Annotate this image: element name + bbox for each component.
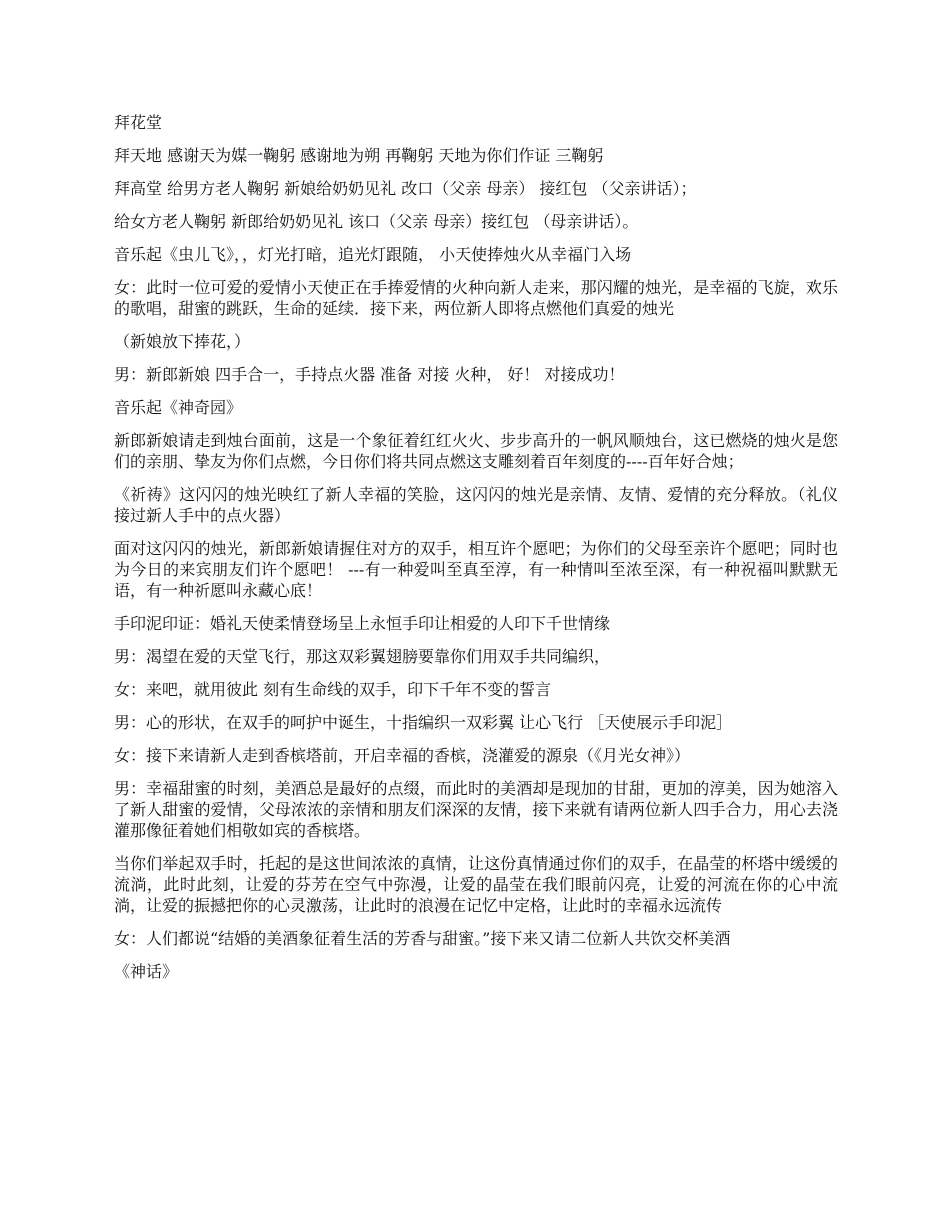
- paragraph-champagne-tower: 当你们举起双手时，托起的是这世间浓浓的真情，让这份真情通过你们的双手，在晶莹的杯塔中缓缓的流淌，此时此刻，让爱的芬芳在空气中弥漫，让爱的晶莹在我们眼前闪亮，让爱的河流在你的心中流淌，让爱的振撼把你的心灵激荡，让此时的浪漫在记忆中定格，让此时的幸福永远流传: [114, 854, 838, 915]
- paragraph-male-host-3: 男：心的形状，在双手的呵护中诞生，十指编织一双彩翼 让心飞行 ［天使展示手印泥］: [114, 713, 733, 732]
- paragraph-bow-bride-parents: 给女方老人鞠躬 新郎给奶奶见礼 该口（父亲 母亲）接红包 （母亲讲话）。: [114, 212, 639, 231]
- paragraph-music-cue-3: 《神话》: [114, 962, 179, 981]
- paragraph-male-host-1: 男：新郎新娘 四手合一，手持点火器 准备 对接 火种， 好！ 对接成功！: [114, 365, 625, 384]
- paragraph-prayer: 《祈祷》这闪闪的烛光映红了新人幸福的笑脸，这闪闪的烛光是亲情、友情、爱情的充分释放。（礼仪接过新人手中的点火器）: [114, 485, 838, 525]
- paragraph-stage-direction-1: （新娘放下捧花，）: [114, 332, 251, 351]
- paragraph-bow-groom-parents: 拜高堂 给男方老人鞠躬 新娘给奶奶见礼 改口（父亲 母亲） 接红包 （父亲讲话）；: [114, 179, 697, 198]
- section-heading: 拜花堂: [114, 113, 163, 132]
- paragraph-music-cue-1: 音乐起《虫儿飞》，，灯光打暗，追光灯跟随， 小天使捧烛火从幸福门入场: [114, 245, 632, 264]
- paragraph-make-a-wish: 面对这闪闪的烛光，新郎新娘请握住对方的双手，相互许个愿吧；为你们的父母至亲许个愿吧；同时也为今日的来宾朋友们许个愿吧！ ---有一种爱叫至真至淳，有一种情叫至浓至深，有一种祝福叫默默无语，有一种祈愿叫永藏心底！: [114, 539, 838, 600]
- paragraph-candle-stand: 新郎新娘请走到烛台面前，这是一个象征着红红火火、步步高升的一帆风顺烛台，这已燃烧的烛火是您们的亲朋、挚友为你们点燃，今日你们将共同点燃这支雕刻着百年刻度的----百年好合烛；: [114, 431, 838, 471]
- paragraph-music-cue-2: 音乐起《神奇园》: [114, 398, 243, 417]
- paragraph-bow-heaven-earth: 拜天地 感谢天为媒一鞠躬 感谢地为朔 再鞠躬 天地为你们作证 三鞠躬: [114, 146, 604, 165]
- paragraph-male-host-4: 男：幸福甜蜜的时刻，美酒总是最好的点缀，而此时的美酒却是现加的甘甜，更加的淳美，因为她溶入了新人甜蜜的爱情，父母浓浓的亲情和朋友们深深的友情，接下来就有请两位新人四手合力，用心去浇灌那像征着她们相敬如宾的香槟塔。: [114, 779, 838, 840]
- paragraph-female-host-1: 女：此时一位可爱的爱情小天使正在手捧爱情的火种向新人走来，那闪耀的烛光，是幸福的飞旋，欢乐的歌唱，甜蜜的跳跃，生命的延续．接下来，两位新人即将点燃他们真爱的烛光: [114, 278, 838, 318]
- paragraph-female-host-3: 女：接下来请新人走到香槟塔前，开启幸福的香槟，浇灌爱的源泉（《月光女神》）: [114, 746, 691, 765]
- paragraph-male-host-2: 男：渴望在爱的天堂飞行，那这双彩翼翅膀要靠你们用双手共同编织，: [114, 647, 611, 666]
- paragraph-female-host-2: 女：来吧，就用彼此 刻有生命线的双手，印下千年不变的誓言: [114, 680, 552, 699]
- paragraph-female-host-4: 女：人们都说“结婚的美酒象征着生活的芳香与甜蜜。”接下来又请二位新人共饮交杯美酒: [114, 929, 731, 948]
- paragraph-handprint: 手印泥印证：婚礼天使柔情登场呈上永恒手印让相爱的人印下千世情缘: [114, 614, 611, 633]
